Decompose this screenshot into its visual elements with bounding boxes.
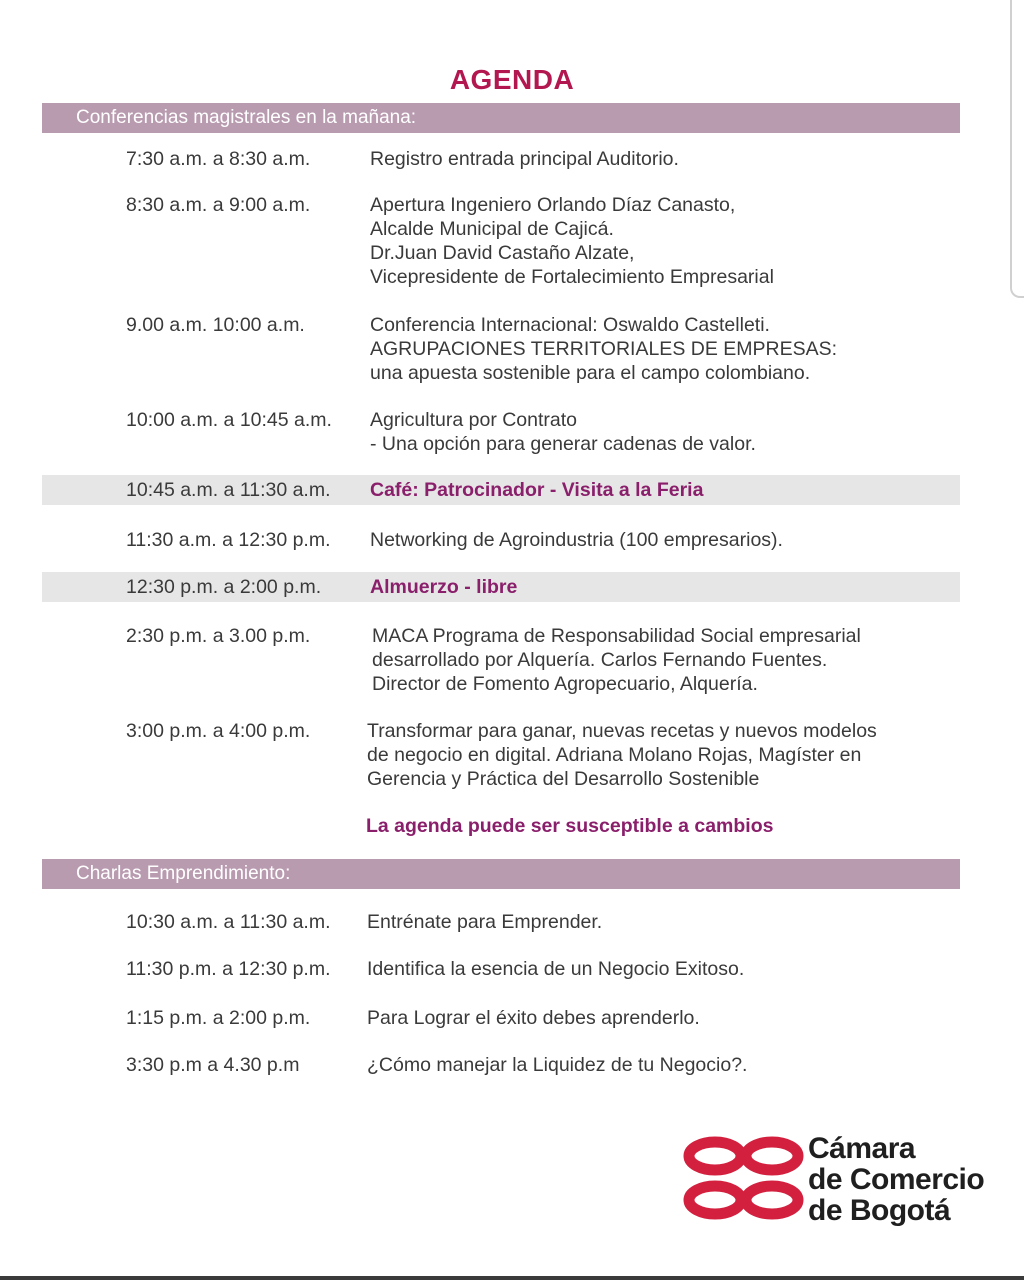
section-header-conferencias: Conferencias magistrales en la mañana: bbox=[42, 103, 960, 133]
row-description: Café: Patrocinador - Visita a la Feria bbox=[370, 479, 704, 501]
row-description: Identifica la esencia de un Negocio Exitoso. bbox=[367, 958, 745, 980]
row-time: 10:45 a.m. a 11:30 a.m. bbox=[126, 479, 331, 501]
agenda-row-highlight bbox=[42, 572, 960, 602]
row-time: 12:30 p.m. a 2:00 p.m. bbox=[126, 576, 322, 598]
row-time: 3:00 p.m. a 4:00 p.m. bbox=[126, 720, 311, 742]
row-time: 11:30 p.m. a 12:30 p.m. bbox=[126, 958, 331, 980]
agenda-row bbox=[42, 313, 960, 385]
row-time: 2:30 p.m. a 3.00 p.m. bbox=[126, 625, 311, 647]
agenda-title: AGENDA bbox=[449, 64, 575, 95]
row-time: 1:15 p.m. a 2:00 p.m. bbox=[126, 1007, 311, 1029]
row-time: 3:30 p.m a 4.30 p.m bbox=[126, 1054, 300, 1076]
row-description: Almuerzo - libre bbox=[370, 576, 518, 598]
row-time: 10:00 a.m. a 10:45 a.m. bbox=[126, 409, 332, 431]
row-time: 11:30 a.m. a 12:30 p.m. bbox=[126, 529, 331, 551]
agenda-row bbox=[42, 624, 960, 696]
row-description: MACA Programa de Responsabilidad Social empresarial desarrollado por Alquería. Carlos Fernando Fuentes. Director de Fomento Agropecuario, Alquería. bbox=[372, 625, 861, 695]
agenda-row bbox=[42, 146, 960, 172]
section-header-charlas: Charlas Emprendimiento: bbox=[42, 859, 960, 889]
row-description: Entrénate para Emprender. bbox=[367, 911, 603, 933]
bottom-divider bbox=[0, 1276, 1024, 1280]
scroll-edge bbox=[1010, 0, 1024, 298]
agenda-row bbox=[42, 957, 960, 983]
agenda-row bbox=[42, 1006, 960, 1032]
row-description: Transformar para ganar, nuevas recetas y nuevos modelos de negocio en digital. Adriana Molano Rojas, Magíster en Gerencia y Práctica del Desarrollo Sostenible bbox=[367, 720, 877, 790]
row-description: Networking de Agroindustria (100 empresarios). bbox=[370, 529, 783, 551]
row-description: Registro entrada principal Auditorio. bbox=[370, 148, 679, 170]
agenda-row bbox=[42, 719, 960, 791]
agenda-row-highlight bbox=[42, 475, 960, 505]
row-time: 8:30 a.m. a 9:00 a.m. bbox=[126, 194, 311, 216]
logo-wordmark: Cámara de Comercio de Bogotá bbox=[808, 1132, 985, 1227]
row-description: Conferencia Internacional: Oswaldo Castelleti. AGRUPACIONES TERRITORIALES DE EMPRESAS: una apuesta sostenible para el campo colombiano. bbox=[370, 314, 838, 384]
row-description: Apertura Ingeniero Orlando Díaz Canasto, Alcalde Municipal de Cajicá. Dr.Juan David Castaño Alzate, Vicepresidente de Fortalecimiento Empresarial bbox=[370, 194, 774, 288]
row-description: ¿Cómo manejar la Liquidez de tu Negocio?. bbox=[367, 1054, 748, 1076]
agenda-row bbox=[42, 408, 960, 456]
row-time: 9.00 a.m. 10:00 a.m. bbox=[126, 314, 305, 336]
row-time: 10:30 a.m. a 11:30 a.m. bbox=[126, 911, 331, 933]
agenda-row bbox=[42, 910, 960, 936]
row-description: Para Lograr el éxito debes aprenderlo. bbox=[367, 1007, 700, 1029]
agenda-row bbox=[42, 1053, 960, 1079]
row-description: Agricultura por Contrato - Una opción para generar cadenas de valor. bbox=[370, 409, 756, 455]
agenda-row bbox=[42, 528, 960, 554]
agenda-row bbox=[42, 193, 960, 289]
row-time: 7:30 a.m. a 8:30 a.m. bbox=[126, 148, 311, 170]
agenda-change-note: La agenda puede ser susceptible a cambios bbox=[366, 815, 774, 837]
